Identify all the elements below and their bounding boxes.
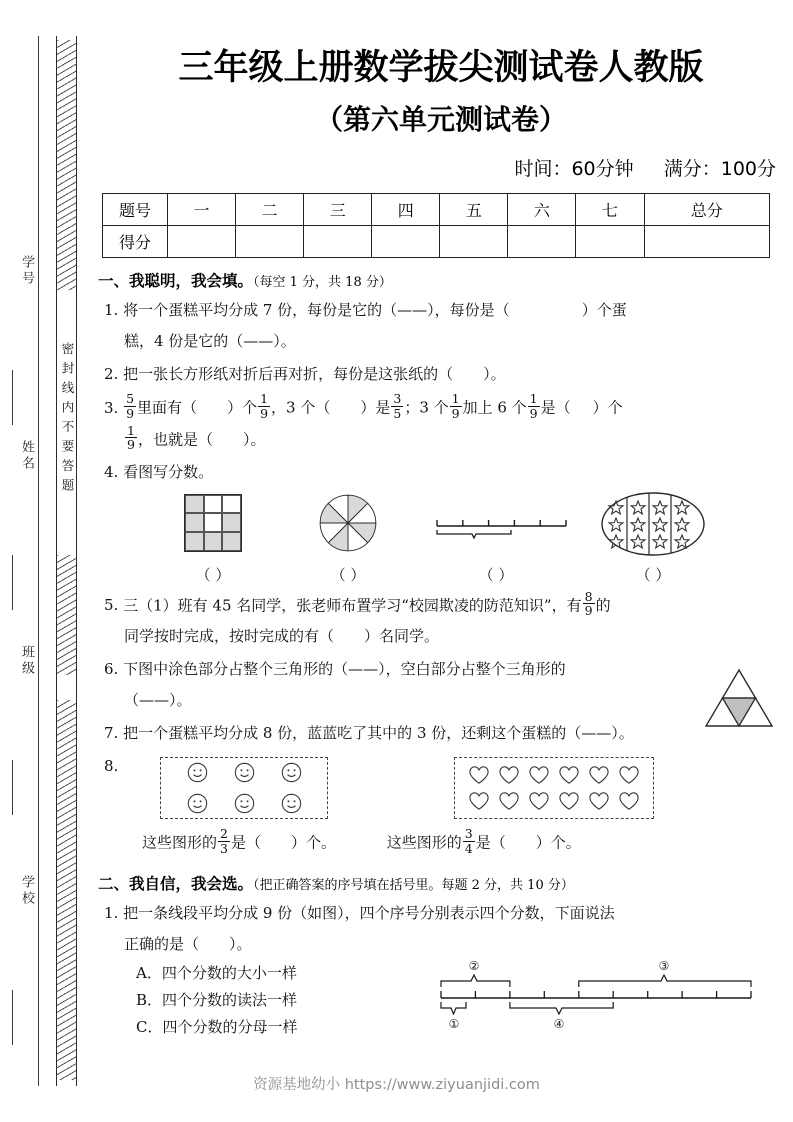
question-7-number: 7. bbox=[104, 724, 119, 742]
table-row-header bbox=[103, 194, 770, 226]
sidebar-outer-line bbox=[38, 36, 39, 1086]
fraction-1-9-c: $\frac{1}{9}$ bbox=[529, 391, 538, 421]
question-6-text-a: 下图中涂色部分占整个三角形的（——），空白部分占整个三角形的 bbox=[123, 660, 566, 678]
question-3 bbox=[104, 392, 786, 455]
question-2-text-b: ）。 bbox=[483, 365, 506, 384]
seal-text-upper: 密封线内不要答题 bbox=[60, 342, 75, 498]
section-2-note: （把正确答案的序号填在括号里。每题 2 分，共 10 分） bbox=[253, 878, 574, 894]
time-label: 时间：60分钟 bbox=[514, 158, 634, 181]
seal-hatch-top bbox=[57, 40, 76, 290]
heart-icon bbox=[618, 791, 640, 811]
svg-text:③: ③ bbox=[658, 959, 670, 974]
question-1 bbox=[104, 295, 786, 357]
heart-icon bbox=[468, 765, 490, 785]
watermark: 资源基地幼小 https://www.ziyuanjidi.com bbox=[253, 1077, 540, 1093]
field-student-id-label: 学号 bbox=[19, 255, 34, 287]
page-title: 三年级上册数学拔尖测试卷人教版 bbox=[178, 48, 704, 88]
field-name bbox=[6, 440, 36, 550]
section2-question-1 bbox=[104, 898, 786, 960]
question-6 bbox=[104, 654, 786, 716]
section2-question-1-text-c: ）。 bbox=[229, 935, 252, 954]
score-table bbox=[102, 193, 770, 258]
question-3-line2 bbox=[124, 424, 786, 455]
question-5-text-a: 三（1）班有 45 名同学，张老师布置学习“校园欺凌的防范知识”，有 bbox=[123, 596, 582, 614]
score-cell-7[interactable] bbox=[576, 226, 644, 258]
seal-line-right bbox=[76, 36, 77, 1086]
svg-text:①: ① bbox=[448, 1017, 460, 1032]
question-6-line2 bbox=[124, 685, 786, 716]
exam-content bbox=[96, 0, 786, 1122]
grid-3x3-figure bbox=[184, 494, 242, 552]
question-1-text-a: 将一个蛋糕平均分成 7 份，每份是它的（——），每份是（ bbox=[123, 301, 510, 320]
score-col-7: 七 bbox=[576, 194, 644, 226]
section-1-note: （每空 1 分，共 18 分） bbox=[253, 275, 392, 291]
heart-icon bbox=[528, 765, 550, 785]
field-school bbox=[6, 875, 36, 985]
question-3-seg10: ）。 bbox=[242, 429, 266, 448]
score-cell-total[interactable] bbox=[644, 226, 769, 258]
exam-meta bbox=[96, 154, 786, 181]
question-2-text-a: 把一张长方形纸对折后再对折，每份是这张纸的（ bbox=[123, 365, 454, 384]
field-class bbox=[6, 645, 36, 755]
question-2 bbox=[104, 359, 786, 390]
smiley-icon bbox=[187, 793, 208, 814]
question-2-number: 2. bbox=[104, 365, 119, 384]
fraction-1-9-d: $\frac{1}{9}$ bbox=[127, 422, 135, 452]
question-8-captions bbox=[104, 827, 786, 858]
heart-icon bbox=[588, 791, 610, 811]
fraction-8-9: $\frac{8}{9}$ bbox=[584, 588, 593, 619]
field-school-label: 学校 bbox=[19, 875, 34, 907]
table-row-scores bbox=[103, 226, 770, 258]
score-cell-3[interactable] bbox=[304, 226, 372, 258]
section-1-title: 一、我聪明，我会填。 bbox=[98, 272, 254, 291]
score-col-2: 二 bbox=[236, 194, 304, 226]
svg-text:④: ④ bbox=[553, 1017, 565, 1032]
question-5-line2 bbox=[124, 621, 786, 652]
score-cell-4[interactable] bbox=[372, 226, 440, 258]
score-table-row-label-2: 得分 bbox=[103, 226, 168, 258]
score-col-6: 六 bbox=[508, 194, 576, 226]
section-2-title: 二、我自信，我会选。 bbox=[98, 875, 254, 894]
score-cell-5[interactable] bbox=[440, 226, 508, 258]
score-col-total: 总分 bbox=[644, 194, 769, 226]
heart-icon bbox=[498, 791, 520, 811]
question-4 bbox=[104, 457, 786, 488]
question-8 bbox=[104, 751, 786, 821]
question-5-text-c: 同学按时完成，按时完成的有（ bbox=[124, 627, 335, 645]
field-rule-1 bbox=[12, 370, 13, 425]
heart-group-box bbox=[454, 757, 654, 819]
heart-icon bbox=[528, 791, 550, 811]
question-5-number: 5. bbox=[104, 596, 119, 614]
score-table-row-label-1: 题号 bbox=[103, 194, 168, 226]
score-col-1: 一 bbox=[168, 194, 236, 226]
heart-icon bbox=[498, 765, 520, 785]
heart-icon bbox=[558, 791, 580, 811]
smiley-icon bbox=[234, 762, 255, 783]
question-6-number: 6. bbox=[104, 660, 119, 678]
question-3-seg9: ，也就是（ bbox=[137, 429, 213, 448]
section2-option-b[interactable]: B．四个分数的读法一样 bbox=[136, 991, 298, 1010]
section-1-heading bbox=[98, 269, 786, 291]
question-8-left-caption-c: ）个。 bbox=[290, 833, 336, 852]
section2-option-c[interactable]: C．四个分数的分母一样 bbox=[136, 1018, 298, 1037]
question-3-seg5: ；3 个 bbox=[404, 398, 449, 417]
fraction-3-5: $\frac{3}{5}$ bbox=[393, 391, 402, 421]
question-4-caption-3[interactable]: （ ） bbox=[478, 565, 514, 584]
fraction-2-3: $\frac{2}{3}$ bbox=[220, 826, 228, 856]
question-7 bbox=[104, 718, 786, 749]
total-score-label: 满分：100分 bbox=[663, 158, 776, 181]
question-3-seg4: ）是 bbox=[360, 398, 391, 417]
question-3-seg6: 加上 6 个 bbox=[462, 398, 527, 417]
heart-icon bbox=[558, 765, 580, 785]
heart-icon bbox=[618, 765, 640, 785]
question-1-line2 bbox=[124, 326, 786, 357]
question-3-seg8: ）个 bbox=[592, 398, 623, 417]
smiley-icon bbox=[187, 762, 208, 783]
question-4-caption-1[interactable]: （ ） bbox=[195, 565, 231, 584]
question-8-right-caption-b: 是（ bbox=[475, 833, 506, 852]
question-4-number: 4. bbox=[104, 462, 119, 481]
question-4-text: 看图写分数。 bbox=[123, 462, 214, 481]
score-col-5: 五 bbox=[440, 194, 508, 226]
field-student-id bbox=[6, 255, 36, 365]
smiley-icon bbox=[234, 793, 255, 814]
score-col-4: 四 bbox=[372, 194, 440, 226]
question-8-left-caption-b: 是（ bbox=[230, 833, 261, 852]
fraction-1-9-a: $\frac{1}{9}$ bbox=[260, 391, 269, 421]
number-line-figure bbox=[434, 514, 569, 548]
fraction-5-9: $\frac{5}{9}$ bbox=[126, 391, 135, 421]
question-8-right-caption-c: ）个。 bbox=[535, 833, 581, 852]
question-3-seg2: ）个 bbox=[227, 398, 258, 417]
score-cell-1[interactable] bbox=[168, 226, 236, 258]
pie-8-figure bbox=[319, 494, 377, 552]
heart-icon bbox=[468, 791, 490, 811]
svg-text:②: ② bbox=[468, 959, 480, 974]
question-8-right-caption-a: 这些图形的 bbox=[386, 833, 462, 852]
segment-diagram bbox=[436, 956, 756, 1036]
triangle-figure bbox=[702, 666, 776, 730]
fraction-1-9-b: $\frac{1}{9}$ bbox=[451, 391, 460, 421]
question-3-seg7: 是（ bbox=[540, 398, 571, 417]
score-cell-6[interactable] bbox=[508, 226, 576, 258]
question-1-text-b: ）个蛋 bbox=[581, 301, 627, 320]
section-2-heading bbox=[98, 872, 786, 894]
question-8-number: 8. bbox=[104, 757, 119, 775]
field-class-label: 班级 bbox=[19, 645, 34, 677]
question-6-text-b: （——）。 bbox=[124, 691, 192, 709]
fraction-3-4: $\frac{3}{4}$ bbox=[464, 826, 473, 856]
field-name-label: 姓名 bbox=[19, 440, 34, 472]
question-4-caption-2[interactable]: （ ） bbox=[330, 565, 366, 584]
field-rule-4 bbox=[12, 990, 13, 1045]
star-oval-figure bbox=[599, 490, 707, 558]
section2-question-1-text-a: 把一条线段平均分成 9 份（如图），四个序号分别表示四个分数，下面说法 bbox=[123, 904, 615, 923]
question-8-left-caption-a: 这些图形的 bbox=[142, 833, 218, 852]
field-rule-2 bbox=[12, 555, 13, 610]
smiley-icon bbox=[281, 793, 302, 814]
section2-question-1-text-b: 正确的是（ bbox=[124, 935, 200, 954]
section2-option-a[interactable]: A．四个分数的大小一样 bbox=[136, 964, 297, 983]
smiley-icon bbox=[281, 762, 302, 783]
question-1-text-c: 糕，4 份是它的（——）。 bbox=[124, 332, 296, 351]
question-4-caption-4[interactable]: （ ） bbox=[635, 565, 671, 584]
question-3-number: 3. bbox=[104, 398, 119, 417]
seal-sidebar bbox=[0, 0, 92, 1122]
smiley-group-box bbox=[160, 757, 328, 819]
question-7-text: 把一个蛋糕平均分成 8 份，蓝蓝吃了其中的 3 份，还剩这个蛋糕的（——）。 bbox=[123, 724, 634, 742]
question-5-text-d: ）名同学。 bbox=[364, 627, 440, 645]
question-3-seg3: ，3 个（ bbox=[271, 398, 331, 417]
question-4-figures bbox=[104, 488, 786, 588]
question-5-text-b: 的 bbox=[595, 596, 611, 614]
score-col-3: 三 bbox=[304, 194, 372, 226]
section2-question-1-number: 1. bbox=[104, 904, 119, 923]
page-subtitle: （第六单元测试卷） bbox=[314, 103, 567, 137]
seal-hatch-bottom bbox=[57, 700, 76, 1080]
question-3-seg1: 里面有（ bbox=[137, 398, 198, 417]
question-5 bbox=[104, 590, 786, 652]
field-rule-3 bbox=[12, 760, 13, 815]
heart-icon bbox=[588, 765, 610, 785]
question-1-number: 1. bbox=[104, 301, 119, 320]
score-cell-2[interactable] bbox=[236, 226, 304, 258]
